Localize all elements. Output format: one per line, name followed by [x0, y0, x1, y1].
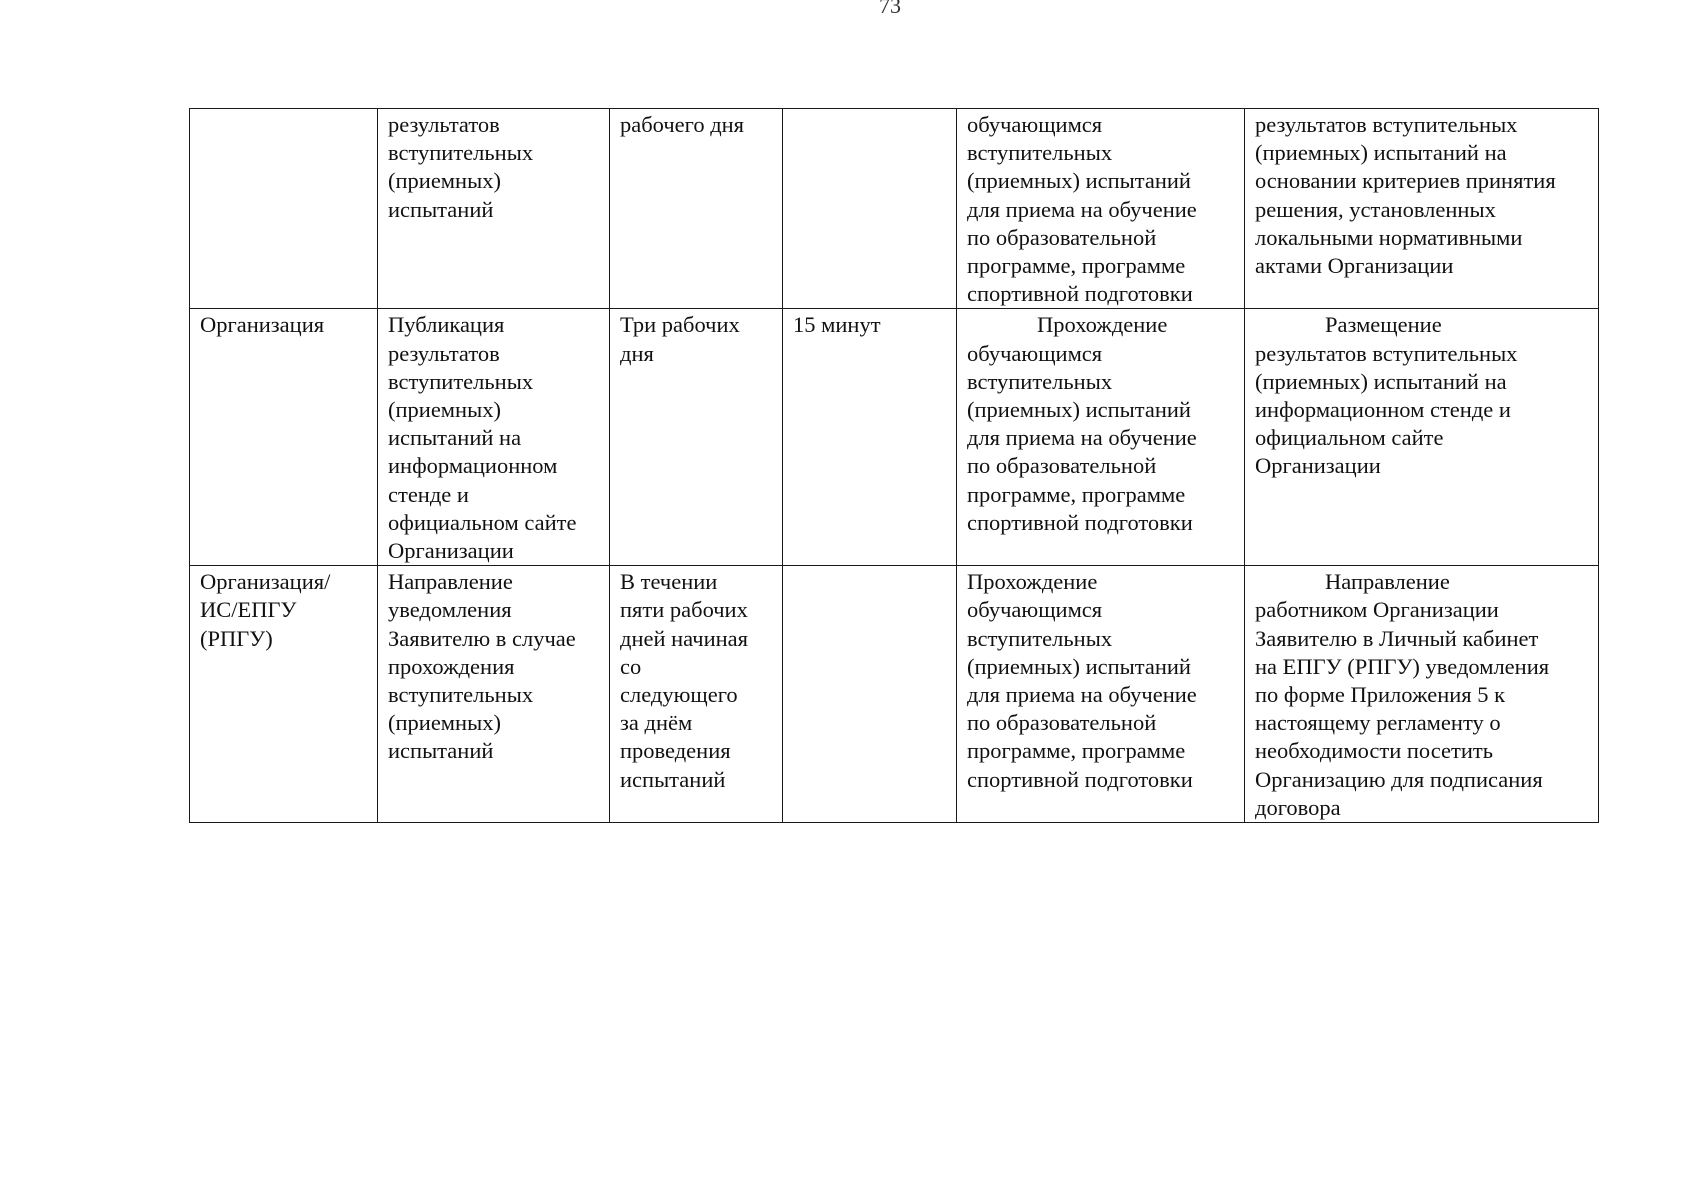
- cell-criteria: [957, 109, 1245, 309]
- cell-text-line: локальными нормативными: [1255, 224, 1523, 250]
- cell-text-line: (приемных): [388, 710, 501, 736]
- cell-text-line: по форме Приложения 5 к: [1255, 682, 1506, 708]
- cell-text-line: договора: [1255, 794, 1341, 820]
- cell-text-line: на ЕПГУ (РПГУ) уведомления: [1255, 653, 1550, 679]
- cell-text-line: ИС/ЕПГУ: [200, 597, 297, 623]
- table-row: [190, 309, 1599, 566]
- cell-text-line: программе, программе: [967, 253, 1186, 279]
- cell-text-line: программе, программе: [967, 738, 1186, 764]
- cell-duration: [783, 566, 957, 823]
- cell-text-line: испытаний: [388, 738, 494, 764]
- cell-text-line: уведомления: [388, 597, 512, 623]
- cell-text-line: по образовательной: [967, 710, 1157, 736]
- cell-text-line: Заявителю в случае: [388, 625, 576, 651]
- cell-text-line: спортивной подготовки: [967, 766, 1193, 792]
- cell-text-line: информационном стенде и: [1255, 397, 1511, 423]
- cell-text-line: спортивной подготовки: [967, 281, 1193, 307]
- cell-text-line: официальном сайте: [1255, 425, 1444, 451]
- cell-text-line: Организацию для подписания: [1255, 766, 1543, 792]
- cell-text-line: (приемных): [388, 397, 501, 423]
- cell-responsible: [190, 309, 378, 566]
- cell-text-line: вступительных: [388, 682, 534, 708]
- cell-text-line: Размещение: [1325, 312, 1442, 338]
- cell-text-line: (приемных) испытаний на: [1255, 140, 1507, 166]
- cell-text-line: вступительных: [967, 140, 1113, 166]
- cell-text-line: Организации: [1255, 453, 1381, 479]
- cell-text-line: вступительных: [388, 368, 534, 394]
- cell-text-line: стенде и: [388, 481, 469, 507]
- cell-text-line: (приемных) испытаний: [967, 397, 1191, 423]
- cell-text-line: программе, программе: [967, 481, 1186, 507]
- cell-text-line: обучающимся: [967, 112, 1103, 137]
- cell-text-line: Организация: [200, 312, 325, 338]
- cell-text-line: результатов вступительных: [1255, 340, 1518, 366]
- cell-text-line: (приемных) испытаний на: [1255, 368, 1507, 394]
- cell-text-line: со: [620, 653, 642, 679]
- cell-text-line: для приема на обучение: [967, 425, 1197, 451]
- cell-text-line: обучающимся: [967, 340, 1103, 366]
- cell-text-line: результатов: [388, 112, 500, 137]
- cell-text-line: пяти рабочих: [620, 597, 748, 623]
- cell-responsible: [190, 109, 378, 309]
- cell-text-line: Направление: [1325, 569, 1450, 595]
- cell-deadline: [610, 309, 783, 566]
- cell-result: [1245, 109, 1599, 309]
- procedure-table: [189, 108, 1599, 823]
- cell-text-line: (приемных) испытаний: [967, 653, 1191, 679]
- cell-text-line: вступительных: [388, 140, 534, 166]
- cell-text-line: по образовательной: [967, 224, 1157, 250]
- cell-text-line: работником Организации: [1255, 597, 1499, 623]
- cell-text-line: Прохождение: [967, 569, 1098, 595]
- cell-text-line: за днём: [620, 710, 693, 736]
- cell-text-line: по образовательной: [967, 453, 1157, 479]
- cell-text-line: Заявителю в Личный кабинет: [1255, 625, 1539, 651]
- cell-text-line: решения, установленных: [1255, 196, 1496, 222]
- cell-text-line: дней начиная: [620, 625, 749, 651]
- cell-text-line: настоящему регламенту о: [1255, 710, 1501, 736]
- cell-text-line: Организации: [388, 538, 514, 564]
- cell-action: [378, 309, 610, 566]
- cell-text-line: Направление: [388, 569, 513, 595]
- cell-result: [1245, 309, 1599, 566]
- cell-text-line: результатов: [388, 340, 500, 366]
- cell-deadline: [610, 109, 783, 309]
- cell-text-line: прохождения: [388, 653, 515, 679]
- cell-text-line: основании критериев принятия: [1255, 168, 1556, 194]
- cell-text-line: для приема на обучение: [967, 682, 1197, 708]
- cell-text-line: для приема на обучение: [967, 196, 1197, 222]
- cell-text-line: рабочего дня: [620, 112, 745, 137]
- cell-responsible: [190, 566, 378, 823]
- cell-text-line: 15 минут: [793, 312, 881, 338]
- cell-text-line: В течении: [620, 569, 718, 595]
- cell-text-line: (приемных): [388, 168, 501, 194]
- cell-text-line: спортивной подготовки: [967, 509, 1193, 535]
- cell-criteria: [957, 309, 1245, 566]
- cell-text-line: официальном сайте: [388, 509, 577, 535]
- cell-text-line: вступительных: [967, 625, 1113, 651]
- cell-text-line: Публикация: [388, 312, 505, 338]
- cell-text-line: дня: [620, 340, 654, 366]
- cell-text-line: актами Организации: [1255, 253, 1454, 279]
- cell-text-line: Прохождение: [1037, 312, 1168, 338]
- cell-result: [1245, 566, 1599, 823]
- cell-text-line: обучающимся: [967, 597, 1103, 623]
- cell-text-line: Организация/: [200, 569, 331, 595]
- cell-action: [378, 109, 610, 309]
- cell-text-line: испытаний: [388, 196, 494, 222]
- cell-text-line: испытаний: [620, 766, 726, 792]
- cell-text-line: результатов вступительных: [1255, 112, 1518, 137]
- cell-text-line: испытаний на: [388, 425, 522, 451]
- cell-duration: [783, 109, 957, 309]
- cell-text-line: необходимости посетить: [1255, 738, 1493, 764]
- cell-text-line: следующего: [620, 682, 738, 708]
- cell-text-line: Три рабочих: [620, 312, 740, 338]
- cell-text-line: проведения: [620, 738, 731, 764]
- cell-deadline: [610, 566, 783, 823]
- cell-text-line: вступительных: [967, 368, 1113, 394]
- cell-duration: [783, 309, 957, 566]
- cell-text-line: (РПГУ): [200, 625, 273, 651]
- cell-criteria: [957, 566, 1245, 823]
- cell-action: [378, 566, 610, 823]
- page-number: 73: [879, 0, 901, 18]
- cell-text-line: информационном: [388, 453, 558, 479]
- cell-text-line: (приемных) испытаний: [967, 168, 1191, 194]
- table-row: [190, 566, 1599, 823]
- table-row: [190, 109, 1599, 309]
